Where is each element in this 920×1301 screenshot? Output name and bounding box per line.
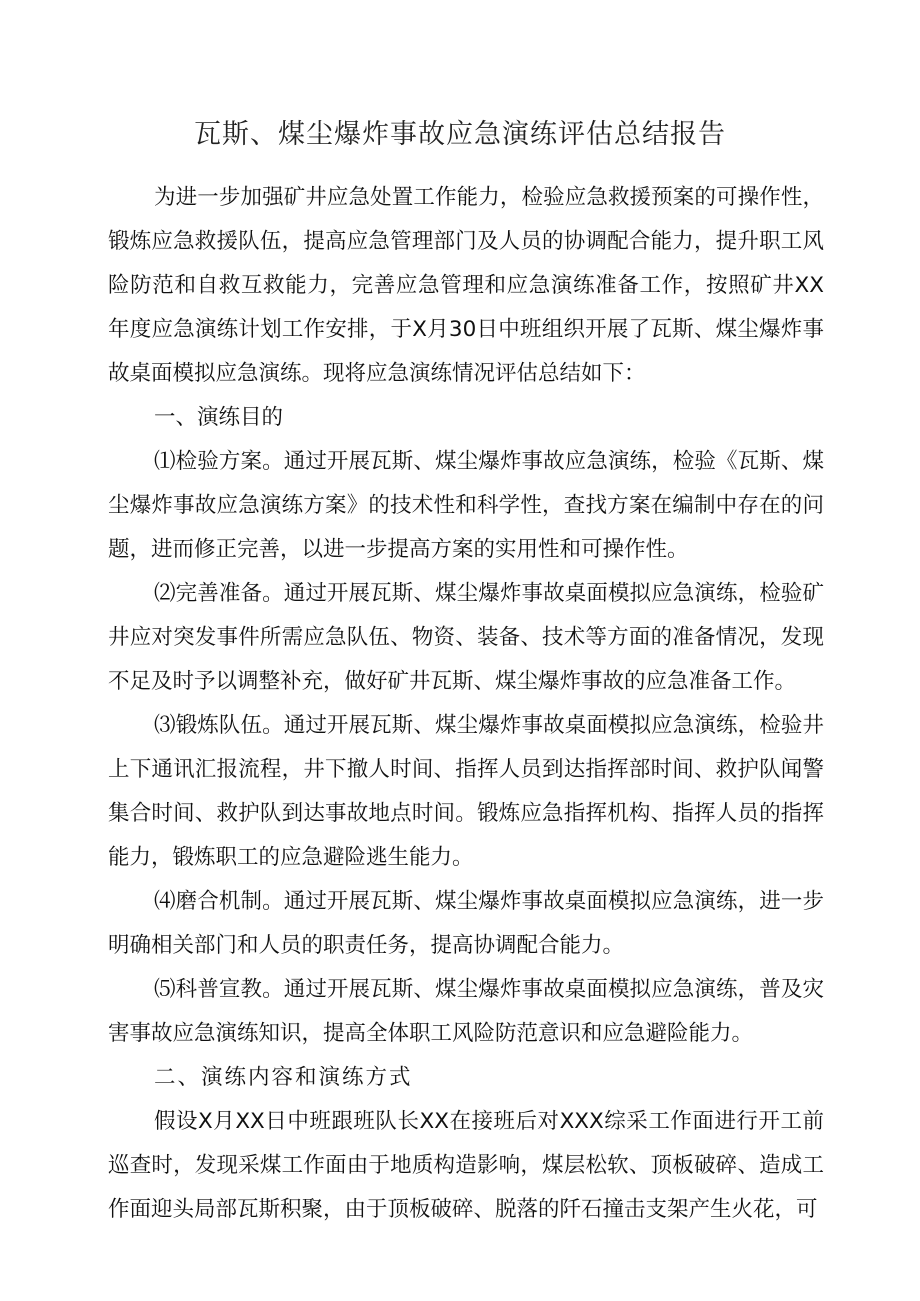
purpose-item: ⑶锻炼队伍。通过开展瓦斯、煤尘爆炸事故桌面模拟应急演练，检验井上下通讯汇报流程，井下撤人时间、指挥人员到达指挥部时间、救护队闻警集合时间、救护队到达事故地点时间。锻炼应急指挥机构、指挥人员的指挥能力，锻炼职工的应急避险逃生能力。: [108, 713, 824, 870]
purpose-item: ⑷磨合机制。通过开展瓦斯、煤尘爆炸事故桌面模拟应急演练，进一步明确相关部门和人员的职责任务，提高协调配合能力。: [108, 889, 824, 958]
scenario-paragraph: 假设X月XX日中班跟班队长XX在接班后对XXX综采工作面进行开工前巡查时，发现采煤工作面由于地质构造影响，煤层松软、顶板破碎、造成工作面迎头局部瓦斯积聚，由于顶板破碎、脱落的阡石撞击支架产生火花，可: [108, 1109, 824, 1222]
section-heading-content: 二、演练内容和演练方式: [154, 1065, 413, 1090]
purpose-item: ⑸科普宣教。通过开展瓦斯、煤尘爆炸事故桌面模拟应急演练，普及灾害事故应急演练知识，提高全体职工风险防范意识和应急避险能力。: [108, 977, 824, 1046]
section-heading-purpose: 一、演练目的: [154, 405, 284, 430]
purpose-item: ⑵完善准备。通过开展瓦斯、煤尘爆炸事故桌面模拟应急演练，检验矿井应对突发事件所需应急队伍、物资、装备、技术等方面的准备情况，发现不足及时予以调整补充，做好矿井瓦斯、煤尘爆炸事故的应急准备工作。: [108, 581, 824, 694]
purpose-item: ⑴检验方案。通过开展瓦斯、煤尘爆炸事故应急演练，检验《瓦斯、煤尘爆炸事故应急演练方案》的技术性和科学性，查找方案在编制中存在的问题，进而修正完善，以进一步提高方案的实用性和可操作性。: [108, 449, 824, 562]
document-body: [108, 176, 824, 1232]
intro-paragraph: 为进一步加强矿井应急处置工作能力，检验应急救援预案的可操作性，锻炼应急救援队伍，提高应急管理部门及人员的协调配合能力，提升职工风险防范和自救互救能力，完善应急管理和应急演练准备工作，按照矿井XX年度应急演练计划工作安排，于X月30日中班组织开展了瓦斯、煤尘爆炸事故桌面模拟应急演练。现将应急演练情况评估总结如下：: [108, 185, 824, 386]
document-title: 瓦斯、煤尘爆炸事故应急演练评估总结报告: [194, 119, 726, 150]
